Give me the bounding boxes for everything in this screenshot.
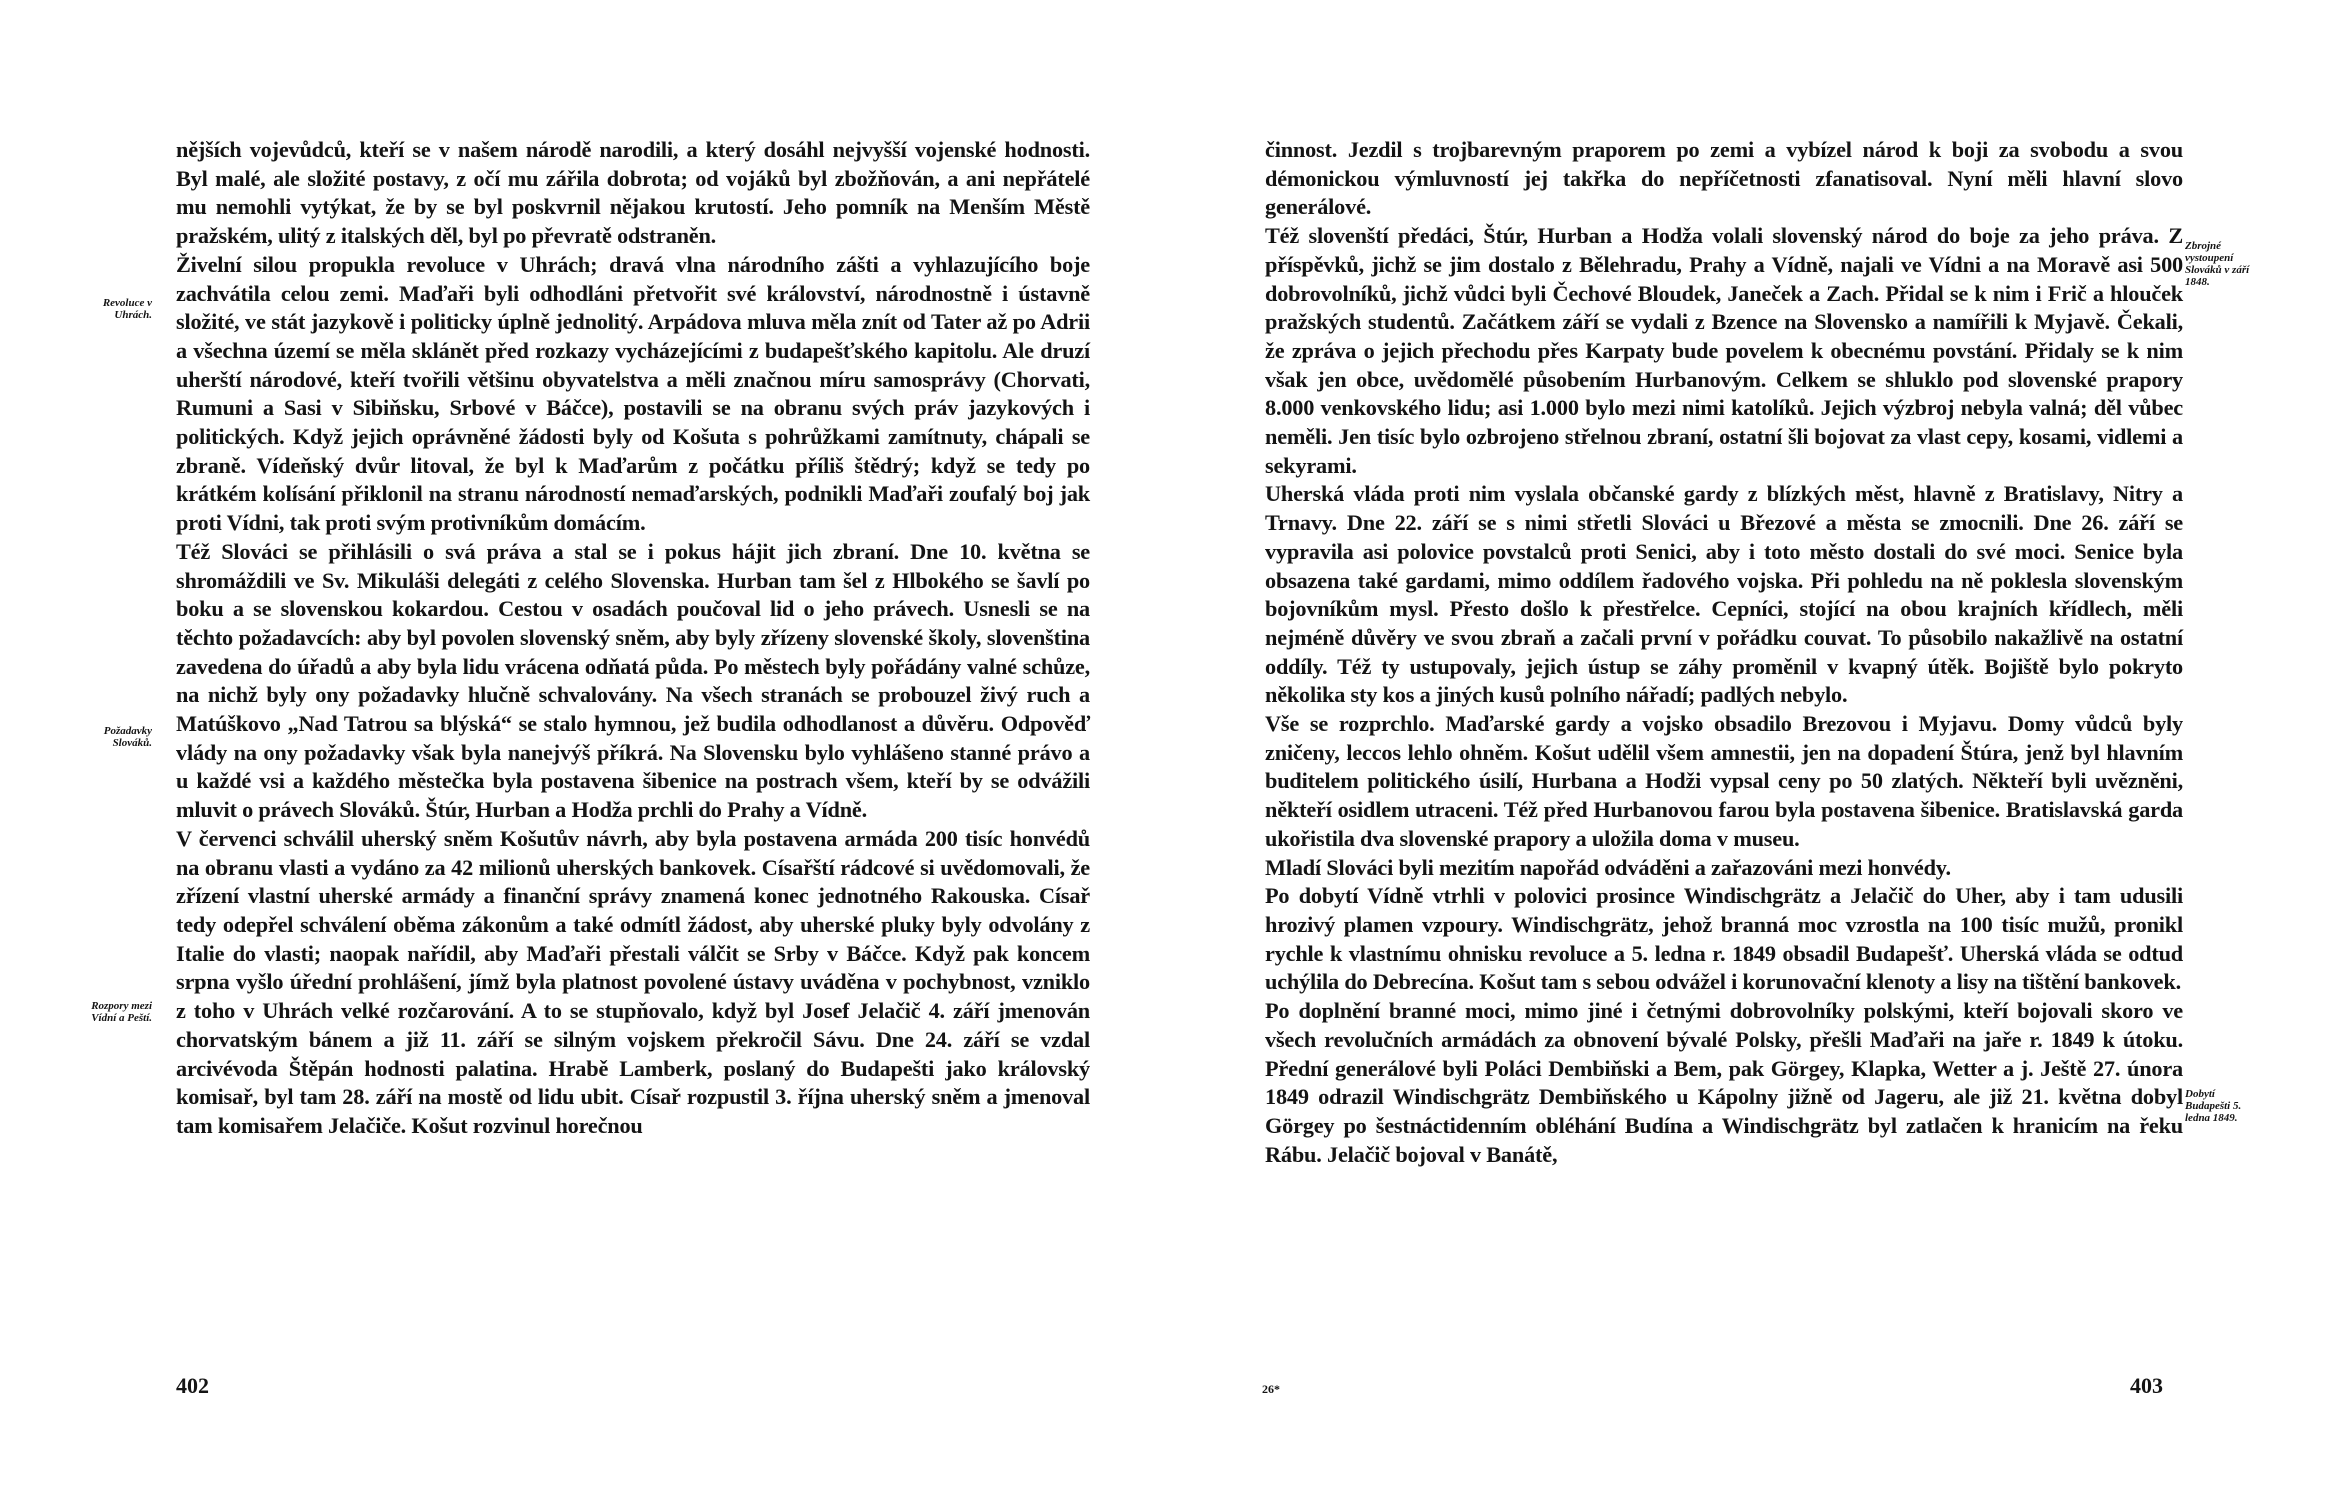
paragraph: Též slovenští předáci, Štúr, Hurban a Hodža volali slovenský národ do boje za jeho práva. Z příspěvků, jichž se jim dostalo z Bělehradu, Prahy a Vídně, najali ve Vídni a na Moravě asi 500 dobrovolníků, jichž vůdci byli Čechové Bloudek, Janeček a Zach. Přidal se k nim i Frič a hlouček pražských studentů. Začátkem září se vydali z Bzence na Slovensko a namířili k Myjavě. Čekali, že zpráva o jejich přechodu přes Karpaty bude povelem k obecnému povstání. Přidaly se k nim však jen obce, uvědomělé působením Hurbanovým. Celkem se shluklo pod slovenské prapory 8.000 venkovského lidu; asi 1.000 bylo mezi nimi katolíků. Jejich výzbroj nebyla valná; děl vůbec neměli. Jen tisíc bylo ozbrojeno střelnou zbraní, ostatní šli bojovat za vlast cepy, kosami, vidlemi a sekyrami. (1265, 223, 2183, 478)
paragraph: činnost. Jezdil s trojbarevným praporem po zemi a vybízel národ k boji za svobodu a svou démonickou výmluvností jej takřka do nepříčetnosti zfanatisoval. Nyní měli hlavní slovo generálové. (1265, 137, 2183, 220)
printer-signature: 26* (1262, 1382, 1280, 1396)
paragraph: Po doplnění branné moci, mimo jiné i četnými dobrovolníky polskými, kteří bojovali skoro ve všech revolučních armádách za obnovení bývalé Polsky, přešli Maďaři na jaře r. 1849 k útoku. Přední generálové byli Poláci Dembiňski a Bem, pak Görgey, Klapka, Wetter a j. Ještě 27. února 1849 odrazil Windischgrätz Dembiňského u Kápolny jižně od Jageru, ale již 21. května dobyl Görgey po šestnáctidenním obléhání Budína a Windischgrätz byl zatlačen k hranicím na řeku Rábu. Jelačič bojoval v Banátě, (1265, 998, 2183, 1167)
left-text-column (176, 136, 1090, 1141)
paragraph: Živelní silou propukla revoluce v Uhrách; dravá vlna národního zášti a vyhlazujícího boje zachvátila celou zemi. Maďaři byli odhodláni přetvořit své království, národnostně i ústavně složité, ve stát jazykově i politicky úplně jednolitý. Arpádova mluva měla znít od Tater až po Adrii a všechna území se měla sklánět před rozkazy vycházejícími z budapešťského kapitolu. Ale druzí uherští národové, kteří tvořili většinu obyvatelstva a měli značnou míru samosprávy (Chorvati, Rumuni a Sasi v Sibiňsku, Srbové v Báčce), postavili se na obranu svých práv jazykových i politických. Když jejich oprávněné žádosti byly od Košuta s pohrůžkami zamítnuty, chápali se zbraně. Vídeňský dvůr litoval, že byl k Maďarům z počátku příliš štědrý; když se tedy po krátkém kolísání přiklonil na stranu národností nemaďarských, podnikli Maďaři zoufalý boj jak proti Vídni, tak proti svým protivníkům domácím. (176, 251, 1090, 536)
paragraph: Uherská vláda proti nim vyslala občanské gardy z blízkých měst, hlavně z Bratislavy, Nitry a Trnavy. Dne 22. září se s nimi střetli Slováci u Březové a města se zmocnili. Dne 26. září se vypravila asi polovice povstalců proti Senici, aby i toto město dostali do své moci. Senice byla obsazena také gardami, mimo oddílem řadového vojska. Při pohledu na ně poklesla slovenským bojovníkům mysl. Přesto došlo k přestřelce. Cepníci, stojící na obou krajních křídlech, měli nejméně důvěry ve svou zbraň a začali první v pořádku couvat. To působilo nakažlivě na ostatní oddíly. Též ty ustupovaly, jejich ústup se záhy proměnil v kvapný útěk. Bojiště bylo pokryto několika sty kos a jiných kusů polního nářadí; padlých nebylo. (1265, 481, 2183, 708)
page-number: 402 (176, 1373, 209, 1398)
paragraph: nějších vojevůdců, kteří se v našem národě narodili, a který dosáhl nejvyšší vojenské hodnosti. Byl malé, ale složité postavy, z očí mu zářila dobrota; od vojáků byl zbožňován, a ani nepřátelé mu nemohli vytýkat, že by se byl poskvrnil nějakou krutostí. Jeho pomník na Menším Městě pražském, ulitý z italských děl, byl po převratě odstraněn. (176, 137, 1090, 249)
paragraph: Vše se rozprchlo. Maďarské gardy a vojsko obsadilo Brezovou i Myjavu. Domy vůdců byly zničeny, leccos lehlo ohněm. Košut udělil všem amnestii, jen na dopadení Štúra, jenž byl hlavním buditelem politického úsilí, Hurbana a Hodži vypsal ceny po 50 zlatých. Někteří byli uvězněni, někteří osidlem utraceni. Též před Hurbanovou farou byla postavena šibenice. Bratislavská garda ukořistila dva slovenské prapory a uložila doma v museu. (1265, 711, 2183, 851)
margin-note-capture-budapest: Dobytí Budapešti 5. ledna 1849. (2185, 1088, 2242, 1124)
paragraph: Též Slováci se přihlásili o svá práva a stal se i pokus hájit jich zbraní. Dne 10. května se shromáždili ve Sv. Mikuláši delegáti z celého Slovenska. Hurban tam šel z Hlbokého se šavlí po boku a se slovenskou kokardou. Cestou v osadách poučoval lid o jeho právech. Usnesli se na těchto požadavcích: aby byl povolen slovenský sněm, aby byly zřízeny slovenské školy, slovenština zavedena do úřadů a aby byla lidu vrácena odňatá půda. Po městech byly pořádány valné schůze, na nichž byly ony požadavky hlučně schvalovány. Na všech stranách se probouzel živý ruch a Matúškovo „Nad Tatrou sa blýská“ se stalo hymnou, jež budila odhodlanost a důvěru. Odpověď vlády na ony požadavky však byla nanejvýš příkrá. Na Slovensku bylo vyhlášeno stanné právo a u každé vsi a každého městečka byla postavena šibenice na postrach všem, kteří by se odvážili mluvit o právech Slováků. Štúr, Hurban a Hodža prchli do Prahy a Vídně. (176, 538, 1090, 823)
paragraph: Po dobytí Vídně vtrhli v polovici prosince Windischgrätz a Jelačič do Uher, aby i tam udusili hrozivý plamen vzpoury. Windischgrätz, jehož branná moc vzrostla na 100 tisíc mužů, pronikl rychle k vlastnímu ohnisku revoluce a 5. ledna r. 1849 obsadil Budapešť. Uherská vláda se odtud uchýlila do Debrecína. Košut tam s sebou odvážel i korunovační klenoty a lisy na tištění bankovek. (1265, 883, 2183, 995)
page-number: 403 (2130, 1373, 2163, 1398)
margin-note-demands: Požadavky Slováků. (103, 725, 152, 749)
margin-note-conflicts: Rozpory mezi Vídní a Peští. (91, 1000, 152, 1024)
margin-note-armed-uprising: Zbrojné vystoupení Slováků v září 1848. (2185, 240, 2250, 288)
paragraph: Mladí Slováci byli mezitím napořád odváděni a zařazováni mezi honvédy. (1265, 854, 1951, 880)
right-page (1163, 0, 2326, 1500)
paragraph: V červenci schválil uherský sněm Košutův návrh, aby byla postavena armáda 200 tisíc honvédů na obranu vlasti a vydáno za 42 milionů uherských bankovek. Císařští rádcové si uvědomovali, že zřízení vlastní uherské armády a finanční správy znamená konec jednotného Rakouska. Císař tedy odepřel schválení oběma zákonům a také odmítl žádost, aby uherské pluky byly odvolány z Italie do vlasti; naopak nařídil, aby Maďaři přestali válčit se Srby v Báčce. Když pak koncem srpna vyšlo úřední prohlášení, jímž byla platnost povolené ústavy uváděna v pochybnost, vzniklo z toho v Uhrách velké rozčarování. A to se stupňovalo, když byl Josef Jelačič 4. září jmenován chorvatským bánem a již 11. září se silným vojskem překročil Sávu. Dne 24. září se vzdal arcivévoda Štěpán hodnosti palatina. Hrabě Lamberk, poslaný do Budapešti jako královský komisař, byl tam 28. září na mostě od lidu ubit. Císař rozpustil 3. října uherský sněm a jmenoval tam komisařem Jelačiče. Košut rozvinul horečnou (176, 825, 1090, 1138)
margin-note-revolution: Revoluce v Uhrách. (102, 297, 152, 321)
right-text-column (1265, 136, 2183, 1169)
